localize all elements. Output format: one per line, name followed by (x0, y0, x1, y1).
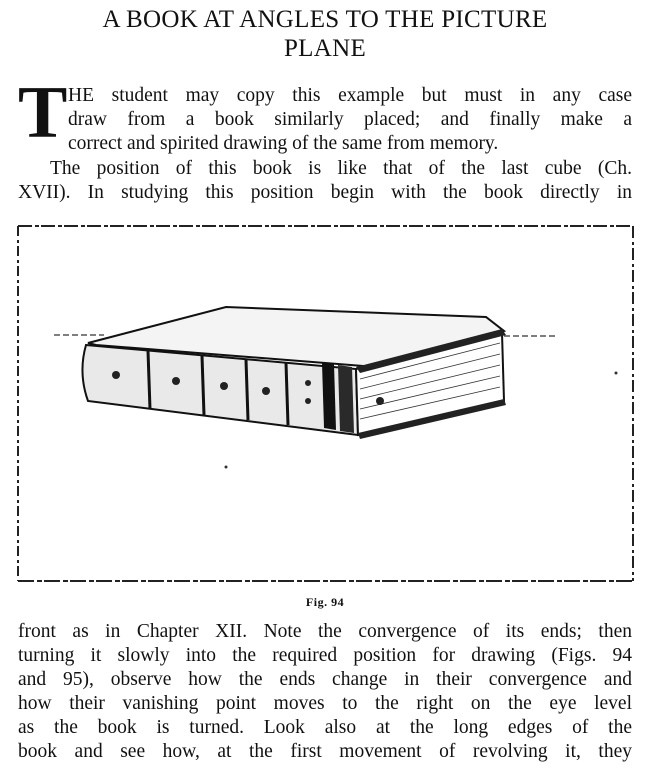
page-title-continued: PLANE (283, 35, 367, 62)
text-line: turning it slowly into the required position for drawing (Figs. 94 (18, 645, 632, 666)
paragraph-intro (18, 84, 632, 156)
text-line: The position of this book is like that of the last cube (Ch. (50, 158, 632, 179)
text-line: book and see how, at the first movement of revolving it, they (18, 741, 632, 762)
text-line: HE student may copy this example but must in any case (68, 85, 632, 106)
drop-cap: T (18, 72, 68, 154)
text-line: draw from a book similarly placed; and finally make a (68, 109, 632, 130)
figure-book-illustration (16, 223, 636, 585)
text-line: correct and spirited drawing of the same from memory. (68, 133, 499, 154)
figure-caption: Fig. 94 (305, 595, 345, 609)
page-title: A BOOK AT ANGLES TO THE PICTURE (102, 6, 548, 33)
paragraph-convergence (18, 620, 632, 764)
paragraph-position (18, 157, 632, 205)
text-line: and 95), observe how the ends change in their convergence and (18, 669, 632, 690)
text-line: as the book is turned. Look also at the long edges of the (18, 717, 632, 738)
text-line: front as in Chapter XII. Note the convergence of its ends; then (18, 621, 632, 642)
text-line: XVII). In studying this position begin with the book directly in (18, 182, 632, 203)
text-line: how their vanishing point moves to the right on the eye level (18, 693, 632, 714)
